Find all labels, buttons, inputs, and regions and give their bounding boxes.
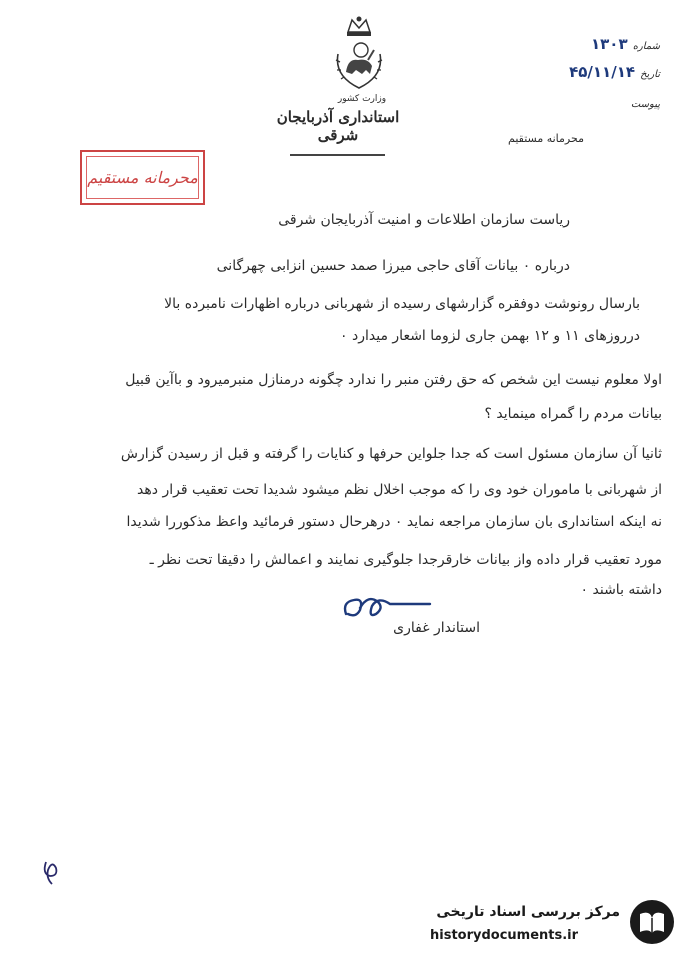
number-label: شماره [632,41,660,52]
handwritten-signature [338,588,468,624]
lion-and-sun-emblem-icon [328,14,390,94]
body-line: ثانیا آن سازمان مسئول است که جدا جلواین حرفها و کنایات را گرفته و قبل از رسیدن گزارش [120,446,662,462]
archive-logo-icon [628,898,676,946]
body-line: بیانات مردم را گمراه مینماید ؟ [484,406,662,422]
ministry-name: وزارت کشور [337,94,387,104]
margin-pen-mark [40,856,62,886]
body-line: داشته باشند ۰ [580,582,662,598]
signatory-name: استاندار غفاری [393,620,480,636]
reference-attachment-row [560,92,660,111]
body-line: مورد تعقیب قرار داده واز بیانات خارقرجدا جلوگیری نمایند و اعمالش را دقیقا تحت نظر ـ [149,552,662,568]
archive-org-name: مرکز بررسی اسناد تاریخی [436,904,620,920]
title-underline [290,154,385,156]
number-value: ۱۳۰۳ [591,35,628,53]
body-line: اولا معلوم نیست این شخص که حق رفتن منبر را ندارد چگونه درمنازل منبرمیرود و باآین قبیل [125,372,662,388]
classification-label: محرمانه مستقیم [508,132,584,145]
reference-date-row [520,62,660,81]
subject-line: درباره ۰ بیانات آقای حاجی میرزا صمد حسین انزابی چهرگانی [216,258,570,274]
recipient-line: ریاست سازمان اطلاعات و امنیت آذربایجان شرقی [278,212,570,228]
reference-number-row [520,34,660,53]
body-line: از شهربانی با ماموران خود وی را که موجب اخلال نظم میشود شدیدا تحت تعقیب قرار دهد [137,482,662,498]
confidential-stamp [80,150,205,205]
date-value: ۴۵/۱۱/۱۴ [569,63,635,81]
governorate-name: استانداری آذربایجان شرقی [276,108,400,144]
body-line: بارسال رونوشت دوفقره گزارشهای رسیده از شهربانی درباره اظهارات نامبرده بالا [164,296,640,312]
stamp-inner-border [86,156,199,199]
attachment-label: پیوست [630,99,660,110]
stamp-text: محرمانه مستقیم [87,168,198,187]
body-line: درروزهای ۱۱ و ۱۲ بهمن جاری لزوما اشعار میدارد ۰ [340,328,640,344]
date-label: تاریخ [640,69,660,80]
archive-url: historydocuments.ir [430,928,579,943]
body-line: نه اینکه استانداری بان سازمان مراجعه نماید ۰ درهرحال دستور فرمائید واعظ مذکوررا شدیدا [126,514,662,530]
